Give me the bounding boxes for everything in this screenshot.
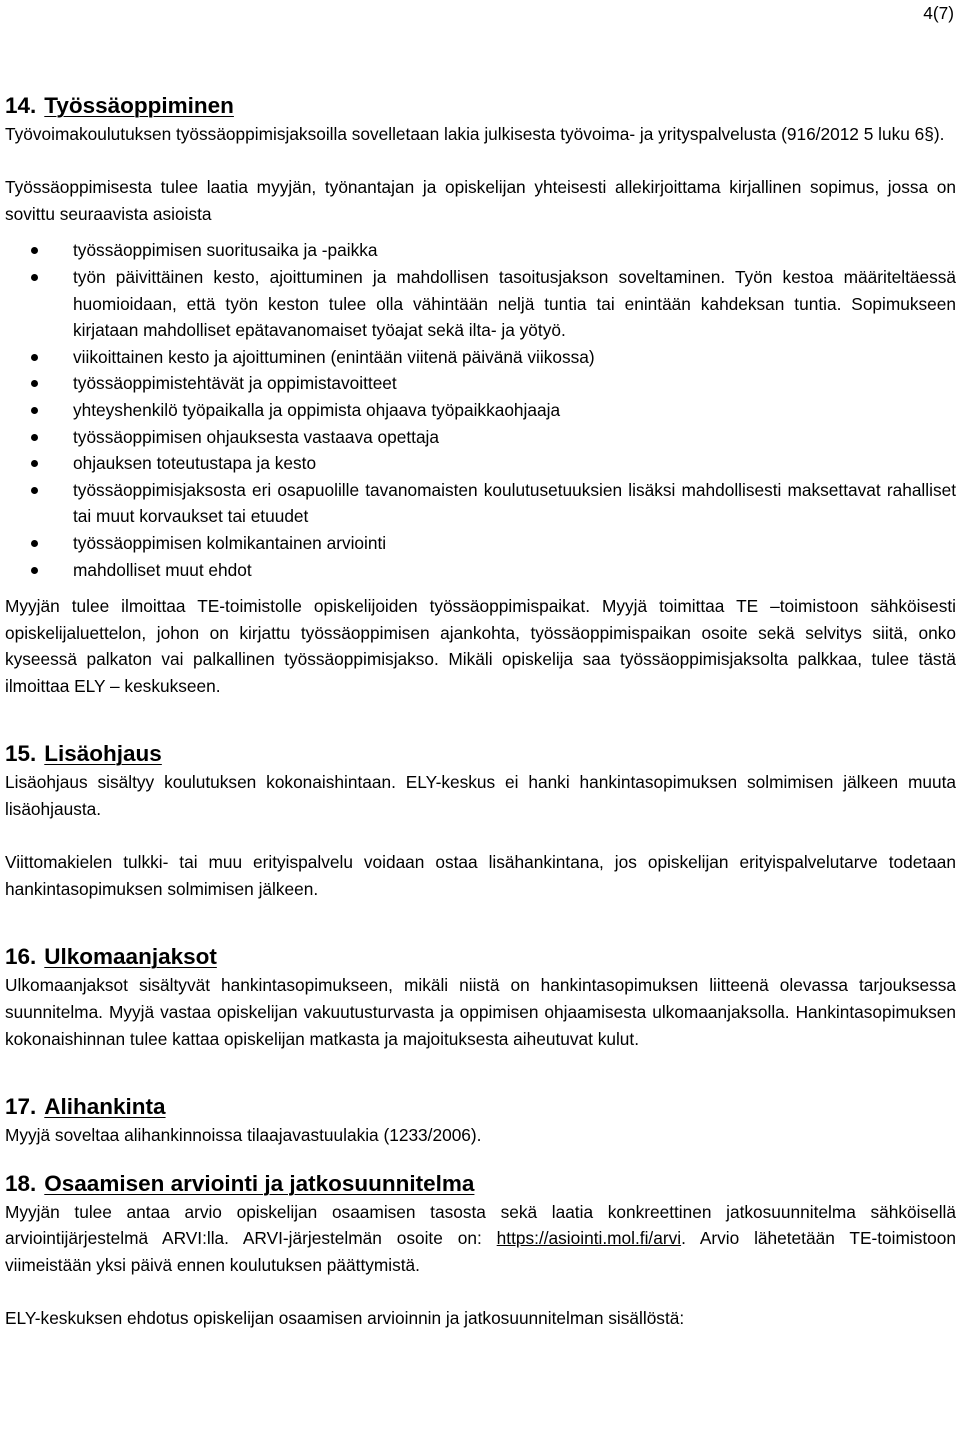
bullet-icon [31, 540, 38, 547]
list-item [5, 344, 956, 371]
section-title: Lisäohjaus [44, 741, 162, 767]
section-number: 18. [5, 1170, 37, 1196]
list-item [5, 424, 956, 451]
list-item [5, 237, 956, 264]
bullet-icon [31, 274, 38, 281]
bullet-icon [31, 434, 38, 441]
bullet-list [5, 237, 956, 583]
list-item [5, 370, 956, 397]
paragraph: Myyjä soveltaa alihankinnoissa tilaajavastuulakia (1233/2006). [5, 1125, 482, 1146]
list-item-text: työssäoppimisjaksosta eri osapuolille tavanomaisten koulutusetuuksien lisäksi mahdollisesti maksettavat rahalliset tai muut korvaukset tai etuudet [73, 479, 956, 527]
bullet-icon [31, 407, 38, 414]
section-title: Osaamisen arviointi ja jatkosuunnitelma [44, 1170, 475, 1196]
paragraph: Myyjän tulee ilmoittaa TE-toimistolle opiskelijoiden työssäoppimispaikat. Myyjä toimittaa TE –toimistoon sähköisesti opiskelijaluettelon, johon on kirjattu työssäoppimisen ajankohta, työssäoppimispaikan osoite sekä selvitys siitä, onko kyseessä palkaton vai palkallinen työssäoppimisjakso. Mikäli opiskelija saa työssäoppimisjaksolta palkkaa, tulee tästä ilmoittaa ELY – keskukseen. [5, 596, 956, 696]
list-item-text: työssäoppimisen ohjauksesta vastaava opettaja [73, 426, 440, 447]
section-heading [5, 1092, 956, 1122]
section-number: 17. [5, 1094, 37, 1120]
section-14 [5, 91, 956, 699]
section-number: 14. [5, 93, 37, 118]
bullet-icon [31, 567, 38, 574]
section-heading [5, 91, 956, 121]
arvi-link[interactable]: https://asiointi.mol.fi/arvi [496, 1228, 682, 1249]
paragraph: Työssäoppimisesta tulee laatia myyjän, työnantajan ja opiskelijan yhteisesti allekirjoittama kirjallinen sopimus, jossa on sovittu seuraavista asioista [5, 177, 956, 224]
paragraph-text: . Arvio lähetetään TE-toimistoon viimeistään yksi päivä ennen koulutuksen päättymistä. [5, 1228, 956, 1275]
page-number: 4(7) [923, 3, 954, 23]
bullet-icon [31, 460, 38, 467]
bullet-icon [31, 380, 38, 387]
list-item [5, 264, 956, 344]
section-17 [5, 1092, 956, 1149]
list-item-text: työssäoppimistehtävät ja oppimistavoitteet [73, 373, 397, 394]
section-15 [5, 739, 956, 902]
paragraph: Ulkomaanjaksot sisältyvät hankintasopimukseen, mikäli niistä on hankintasopimuksen liitteenä olevassa tarjouksessa suunnitelma. Myyjä vastaa opiskelijan vakuutusturvasta ja oppimisen ohjaamisesta ulkomaanjaksolla. Hankintasopimuksen kokonaishinnan tulee kattaa opiskelijan matkasta ja majoituksesta aiheutuvat kulut. [5, 975, 956, 1049]
list-item-text: työssäoppimisen suoritusaika ja -paikka [73, 240, 378, 261]
bullet-icon [31, 247, 38, 254]
list-item [5, 397, 956, 424]
paragraph-text: Myyjän tulee antaa arvio opiskelijan osaamisen tasosta sekä laatia konkreettinen jatkosuunnitelma sähköisellä arviointijärjestelmä ARVI:lla. ARVI-järjestelmän osoite on: [5, 1201, 956, 1249]
list-item-text: työssäoppimisen kolmikantainen arviointi [73, 532, 387, 553]
list-item [5, 557, 956, 584]
paragraph: ELY-keskuksen ehdotus opiskelijan osaamisen arvioinnin ja jatkosuunnitelman sisällöstä: [5, 1308, 685, 1329]
list-item-text: työn päivittäinen kesto, ajoittuminen ja mahdollisen tasoitusjakson soveltaminen. Työn kestoa määriteltäessä huomioidaan, että työn keston tulee olla vähintään neljä tuntia tai enintään kahdeksan tuntia. Sopimukseen kirjataan mahdolliset epätavanomaiset työajat sekä ilta- ja yötyö. [73, 266, 956, 341]
list-item-text: ohjauksen toteutustapa ja kesto [73, 453, 317, 474]
list-item [5, 530, 956, 557]
section-16 [5, 942, 956, 1052]
bullet-icon [31, 487, 38, 494]
list-item [5, 477, 956, 530]
section-18 [5, 1169, 956, 1332]
paragraph: Viittomakielen tulkki- tai muu erityispalvelu voidaan ostaa lisähankintana, jos opiskelijan erityispalvelutarve todetaan hankintasopimuksen solmimisen jälkeen. [5, 852, 956, 899]
section-number: 15. [5, 741, 37, 767]
list-item-text: yhteyshenkilö työpaikalla ja oppimista ohjaava työpaikkaohjaaja [73, 399, 561, 420]
section-title: Ulkomaanjaksot [44, 944, 217, 970]
paragraph [5, 1199, 956, 1279]
section-title: Työssäoppiminen [44, 93, 234, 118]
list-item [5, 450, 956, 477]
paragraph: Työvoimakoulutuksen työssäoppimisjaksoilla sovelletaan lakia julkisesta työvoima- ja yrityspalvelusta (916/2012 5 luku 6§). [5, 124, 945, 144]
section-heading [5, 1169, 956, 1199]
section-heading [5, 942, 956, 972]
bullet-icon [31, 354, 38, 361]
section-heading [5, 739, 956, 769]
paragraph: Lisäohjaus sisältyy koulutuksen kokonaishintaan. ELY-keskus ei hanki hankintasopimuksen solmimisen jälkeen muuta lisäohjausta. [5, 772, 956, 820]
list-item-text: viikoittainen kesto ja ajoittuminen (enintään viitenä päivänä viikossa) [73, 346, 595, 367]
section-number: 16. [5, 944, 37, 970]
section-title: Alihankinta [44, 1094, 166, 1120]
document-body [5, 91, 956, 1332]
list-item-text: mahdolliset muut ehdot [73, 559, 252, 580]
